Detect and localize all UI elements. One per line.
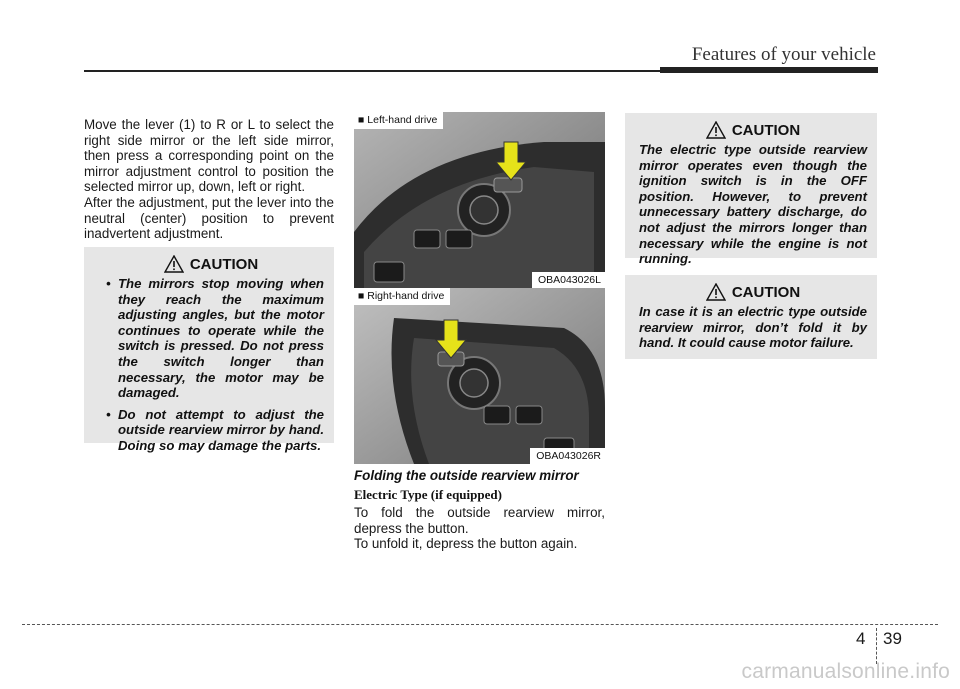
warning-triangle-icon [164,255,184,273]
footer-rule [22,624,938,625]
caution-text-ignition: The electric type outside rearview mirror operates even though the ignition switch is in the OFF position. However, to prevent unnecessary battery discharge, do not adjust the mirrors longer than necessary while the engine is not running. [639,142,867,267]
caution-box-fold-by-hand [625,275,877,359]
page-number-divider [876,628,877,664]
door-switch-illustration-lhd [354,112,605,288]
door-switch-illustration-rhd [354,288,605,464]
chapter-number: 4 [856,629,866,648]
photo-right-hand-drive [354,288,605,464]
photo-label-lhd: ■ Left-hand drive [354,112,443,129]
caution-item-motor: • The mirrors stop moving when they reach the maximum adjusting angles, but the motor continues to operate while the switch is pressed. Do not press the switch longer than necessary, the motor may be damaged. [98,276,324,401]
photo-left-hand-drive [354,112,605,288]
caution-list [98,276,324,454]
paragraph-unfold: To unfold it, depress the button again. [354,536,578,551]
caution-text-fold-by-hand: In case it is an electric type outside rearview mirror, don’t fold it by hand. It could cause motor failure. [639,304,867,351]
paragraph-lever: Move the lever (1) to R or L to select the right side mirror or the left side mirror, then press a corresponding point on the mirror adjustment control to position the selected mirror up, down, left or right. [84,117,334,194]
section-heading-folding: Folding the outside rearview mirror [354,468,579,483]
caution-header [639,283,867,301]
caution-box-ignition [625,113,877,267]
page-header-title: Features of your vehicle [691,44,876,65]
page-number: 39 [883,629,902,648]
caution-title: CAUTION [731,283,801,301]
warning-triangle-icon [706,283,726,301]
watermark-text: carmanualsonline.info [741,660,950,683]
caution-header [98,255,324,273]
caution-item-by-hand: • Do not attempt to adjust the outside rearview mirror by hand. Doing so may damage the parts. [98,407,324,454]
photo-code-rhd: OBA043026R [530,448,605,464]
caution-box-mirror-motor [84,247,334,453]
header-rule-accent [660,67,878,73]
photo-code-lhd: OBA043026L [532,272,605,288]
paragraph-fold: To fold the outside rearview mirror, depress the button. [354,505,605,536]
caution-title: CAUTION [189,255,259,273]
paragraph-neutral: After the adjustment, put the lever into the neutral (center) position to prevent inadvertent adjustment. [84,195,334,241]
caution-title: CAUTION [731,121,801,139]
photo-label-rhd: ■ Right-hand drive [354,288,450,305]
warning-triangle-icon [706,121,726,139]
caution-header [639,121,867,139]
subheading-electric-type: Electric Type (if equipped) [354,487,502,502]
